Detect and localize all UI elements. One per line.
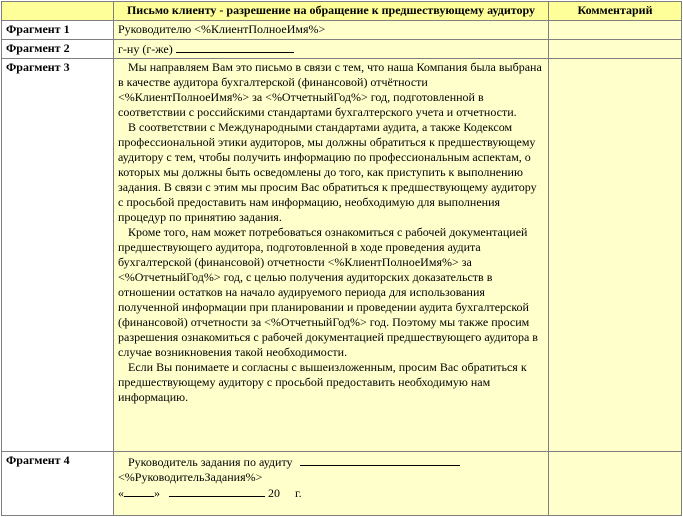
year-suffix: г. [295,486,302,500]
fragment-text-cell[interactable] [114,452,549,516]
fragment-text[interactable]: Руководителю <%КлиентПолноеИмя%> [114,21,549,40]
fragment-text-cell[interactable] [114,40,549,59]
comment-cell[interactable] [549,59,682,452]
table-row [2,452,682,516]
fragment-label: Фрагмент 3 [2,59,114,452]
fragment-text-cell[interactable] [114,59,549,452]
header-col-comment: Комментарий [549,2,682,21]
letter-fragments-table [1,1,682,516]
fragment-label: Фрагмент 1 [2,21,114,40]
paragraph: В соответствии с Международными стандартами аудита, а также Кодексом профессиональной этики аудиторов, мы должны обратиться к предшествующему аудитору с тем, чтобы получить информацию по профессиональным аспектам, о которых мы должны быть осведомлены до того, как приступить к выполнению задания. В связи с этим мы просим Вас обратиться к предшествующему аудитору с просьбой предоставить нам информацию, необходимую для выполнения процедур по принятию задания. [118,120,537,224]
header-row [2,2,682,21]
name-blank-line [176,41,294,53]
fragment-label: Фрагмент 2 [2,40,114,59]
paragraph: Мы направляем Вам это письмо в связи с тем, что наша Компания была выбрана в качестве аудитора бухгалтерской (финансовой) отчётности <%КлиентПолноеИмя%> за <%ОтчетныйГод%> год, подготовленной в соответствии с российскими стандартами бухгалтерского учета и отчетности. [118,60,542,119]
fragment-label: Фрагмент 4 [2,452,114,516]
signature-line [118,454,544,470]
signature-title: Руководитель задания по аудиту [128,455,293,469]
paragraph: Если Вы понимаете и согласны с вышеизложенным, просим Вас обратиться к предшествующему аудитору с просьбой предоставить необходимую нам информацию. [118,360,527,404]
date-quote-close: » [154,486,160,500]
table-row [2,59,682,452]
header-col-fragment [2,2,114,21]
table-row [2,21,682,40]
signature-blank-line [300,454,460,466]
table-row [2,40,682,59]
date-quote-open: « [118,486,124,500]
comment-cell[interactable] [549,452,682,516]
year-prefix: 20 [268,486,280,500]
salutation-text: г-ну (г-же) [118,42,173,56]
comment-cell[interactable] [549,21,682,40]
comment-cell[interactable] [549,40,682,59]
day-blank-line [124,485,154,497]
date-line [118,485,544,501]
manager-name: <%РуководительЗадания%> [118,470,263,484]
month-blank-line [169,485,265,497]
paragraph: Кроме того, нам может потребоваться ознакомиться с рабочей документацией предшествующего аудитора, подготовленной в ходе проведения аудита бухгалтерской (финансовой) отчетности <%КлиентПолноеИмя%> за <%ОтчетныйГод%> год, с целью получения аудиторских доказательств в отношении остатков на начало аудируемого периода для использования полученной информации при планировании и проведении аудита бухгалтерской (финансовой) отчетности за <%ОтчетныйГод%> год. Поэтому мы также просим разрешения ознакомиться с рабочей документацией предшествующего аудитора в случае возникновения такой необходимости. [118,225,538,359]
header-col-letter: Письмо клиенту - разрешение на обращение к предшествующему аудитору [114,2,549,21]
